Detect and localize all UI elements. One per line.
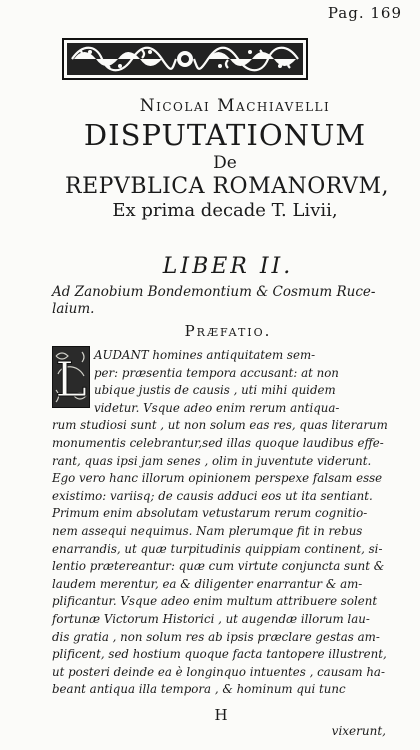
author-name: Nicolai Machiavelli bbox=[139, 96, 331, 116]
text-line: nem assequi nequimus. Nam plerumque fit in rebus bbox=[52, 523, 363, 538]
body-text bbox=[52, 347, 402, 699]
text-line: plificantur. Vsque adeo enim multum attribuere solent bbox=[52, 594, 378, 609]
text-line: videtur. Vsque adeo enim rerum antiqua- bbox=[94, 400, 340, 415]
text-line: laudem merentur, ea & diligenter enarrantur & am- bbox=[52, 576, 363, 591]
catchword: vixerunt, bbox=[331, 724, 386, 738]
work-title: DISPUTATIONUM bbox=[83, 118, 367, 152]
book-heading: LIBER II. bbox=[162, 254, 294, 279]
text-line: ubique justis de causis , uti mihi quidem bbox=[94, 383, 336, 398]
section-heading: Præfatio. bbox=[184, 322, 272, 340]
text-line: rum studiosi sunt , ut non solum eas res, quas literarum bbox=[52, 418, 388, 433]
text-line: per: præsentia tempora accusant: at non bbox=[94, 365, 339, 380]
signature-mark: H bbox=[214, 706, 228, 724]
text-line: beant antiqua illa tempora , & hominum qui tunc bbox=[52, 682, 346, 697]
ornamental-headpiece-icon bbox=[62, 38, 308, 80]
text-line: lentio prætereantur: quæ cum virtute conjuncta sunt & bbox=[52, 559, 385, 574]
page-number: Pag. 169 bbox=[327, 4, 402, 22]
text-line: enarrandis, ut quæ turpitudinis quippiam continent, si- bbox=[52, 541, 383, 556]
work-subject: REPVBLICA ROMANORVM, bbox=[65, 174, 389, 199]
text-line: Ego vero hanc illorum opinionem perspexe falsam esse bbox=[52, 471, 383, 486]
text-line: existimo: variisq; de causis adduci eos ut ita sentiant. bbox=[52, 488, 373, 503]
title-de: De bbox=[213, 153, 237, 173]
text-line: plificent, sed hostium quoque facta tantopere illustrent, bbox=[52, 647, 387, 662]
text-line: fortunæ Victorum Historici , ut augendæ illorum lau- bbox=[52, 611, 370, 626]
dedication bbox=[52, 284, 392, 318]
text-line: Primum enim absolutam vetustarum rerum cognitio- bbox=[52, 506, 368, 521]
dedication-line: laium. bbox=[52, 301, 95, 317]
text-line: dis gratia , non solum res ab ipsis præclare gestas am- bbox=[52, 629, 380, 644]
title-block bbox=[0, 96, 420, 221]
text-line: rant, quas ipsi jam senes , olim in juventute viderunt. bbox=[52, 453, 372, 468]
text-line: ut posteri deinde ea è longinquo intuentes , causam ha- bbox=[52, 664, 385, 679]
initial-letter: L bbox=[55, 352, 87, 408]
dedication-line: Ad Zanobium Bondemontium & Cosmum Ruce- bbox=[52, 284, 376, 300]
text-line: monumentis celebrantur,sed illas quoque laudibus effe- bbox=[52, 435, 384, 450]
work-source: Ex prima decade T. Livii, bbox=[112, 200, 338, 221]
text-line: AUDANT homines antiquitatem sem- bbox=[94, 348, 316, 362]
